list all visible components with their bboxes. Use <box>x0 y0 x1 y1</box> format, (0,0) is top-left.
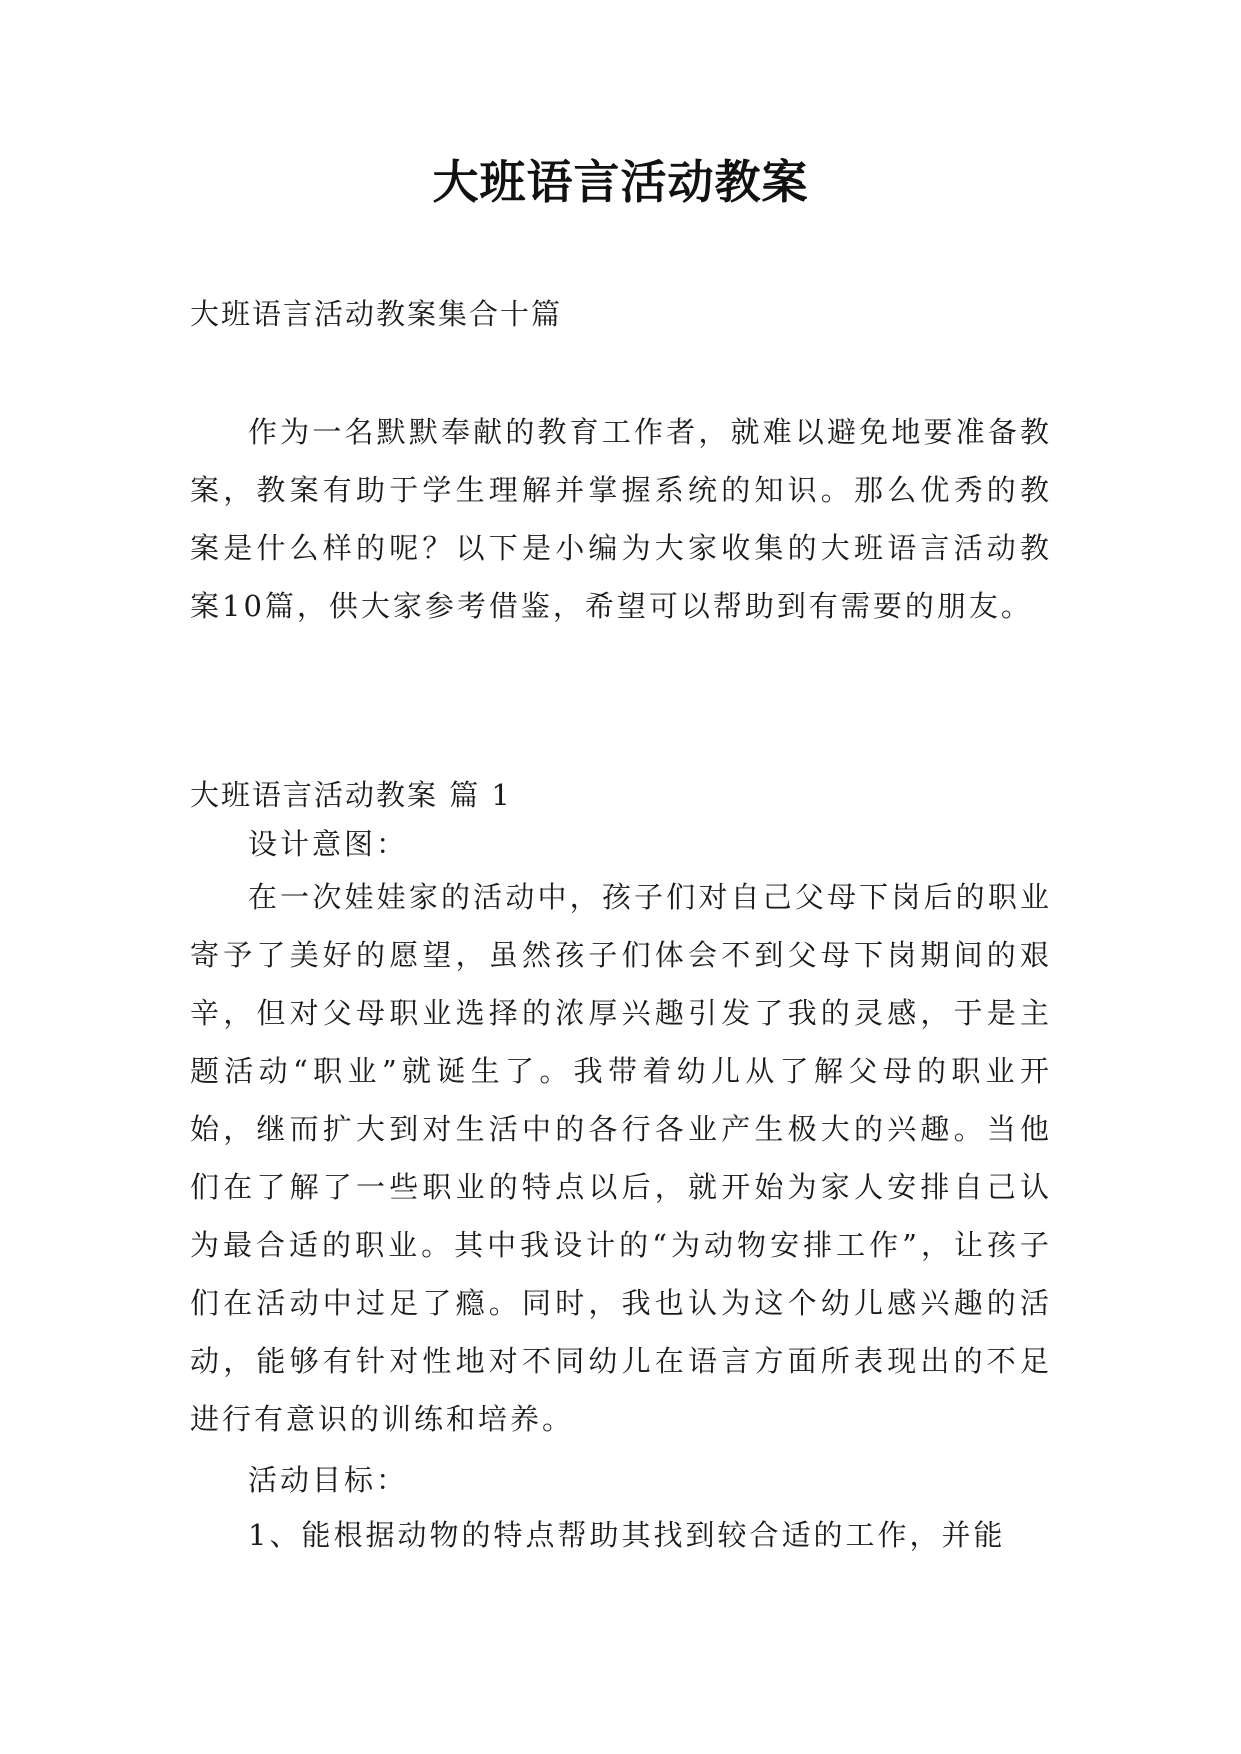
intro-paragraph: 作为一名默默奉献的教育工作者，就难以避免地要准备教案，教案有助于学生理解并掌握系统的知识。那么优秀的教案是什么样的呢？以下是小编为大家收集的大班语言活动教案10篇，供大家参考借鉴，希望可以帮助到有需要的朋友。 <box>190 415 1052 623</box>
section-heading: 大班语言活动教案 篇 1 <box>190 778 512 812</box>
document-title: 大班语言活动教案 <box>432 155 809 209</box>
activity-goal-item: 1、能根据动物的特点帮助其找到较合适的工作，并能 <box>248 1518 1006 1552</box>
document-subtitle: 大班语言活动教案集合十篇 <box>190 297 563 331</box>
design-intent-label: 设计意图： <box>248 827 409 861</box>
design-intent-paragraph: 在一次娃娃家的活动中，孩子们对自己父母下岗后的职业寄予了美好的愿望，虽然孩子们体会不到父母下岗期间的艰辛，但对父母职业选择的浓厚兴趣引发了我的灵感，于是主题活动“职业”就诞生了。我带着幼儿从了解父母的职业开始，继而扩大到对生活中的各行各业产生极大的兴趣。当他们在了解了一些职业的特点以后，就开始为家人安排自己认为最合适的职业。其中我设计的“为动物安排工作”，让孩子们在活动中过足了瘾。同时，我也认为这个幼儿感兴趣的活动，能够有针对性地对不同幼儿在语言方面所表现出的不足进行有意识的训练和培养。 <box>190 880 1052 1436</box>
activity-goal-label: 活动目标： <box>248 1463 409 1497</box>
